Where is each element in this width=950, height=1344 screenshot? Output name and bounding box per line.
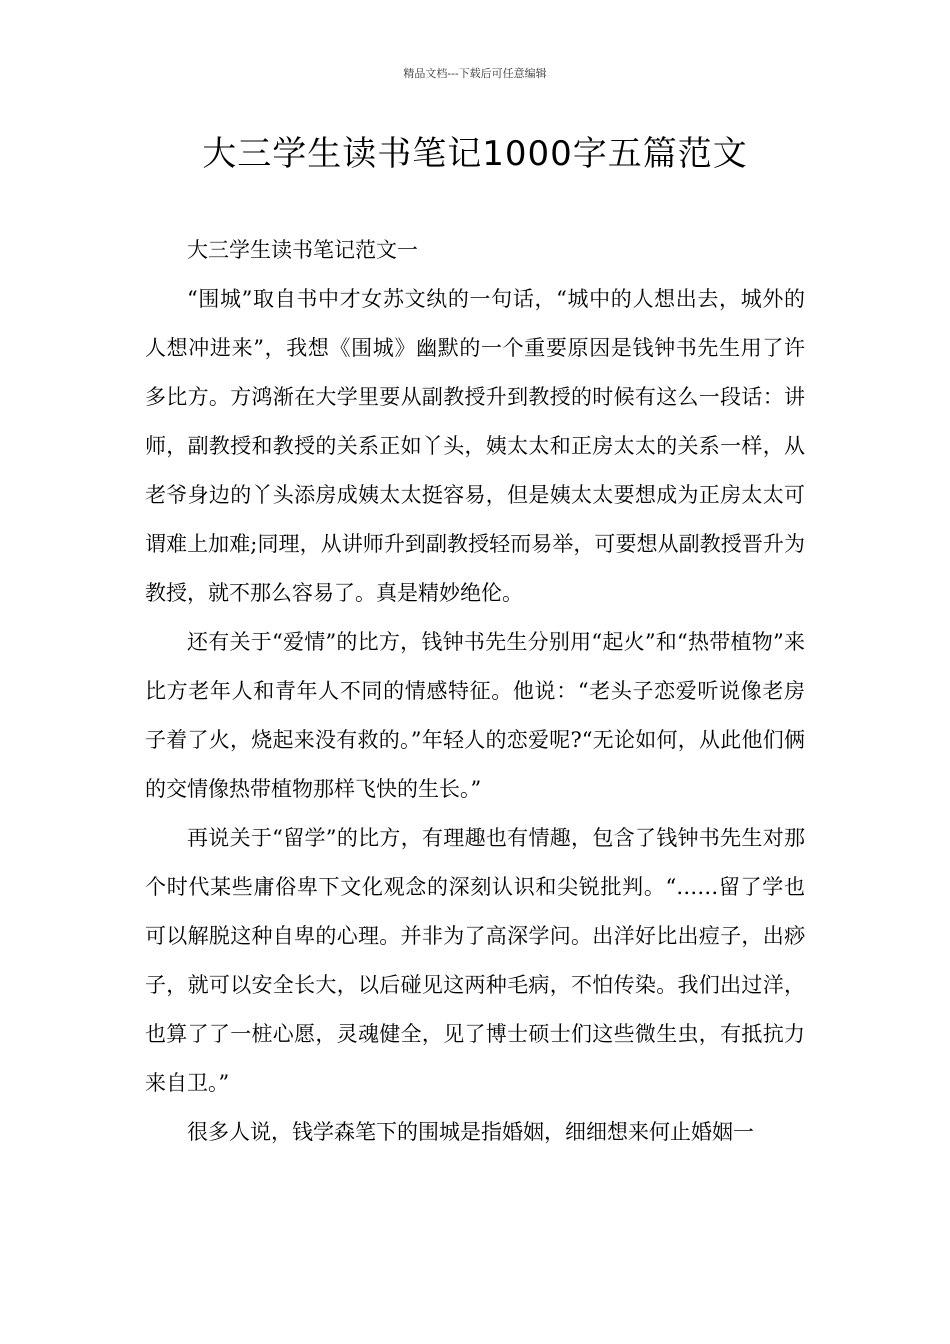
paragraph-2: 还有关于“爱情”的比方，钱钟书先生分别用“起火”和“热带植物”来比方老年人和青年人不同的情感特征。他说：“老头子恋爱听说像老房子着了火，烧起来没有救的。”年轻人的恋爱呢?“无论如何，从此他们俩的交情像热带植物那样飞快的生长。” xyxy=(145,630,805,801)
page-header-note: 精品文档---下载后可任意编辑 xyxy=(403,67,547,80)
paragraph-4: 很多人说，钱学森笔下的围城是指婚姻，细细想来何止婚姻一 xyxy=(187,1120,754,1144)
document-body xyxy=(145,226,805,1157)
section-heading: 大三学生读书笔记范文一 xyxy=(187,238,418,262)
document-title: 大三学生读书笔记1000字五篇范文 xyxy=(202,134,748,174)
paragraph-1: “围城”取自书中才女苏文纨的一句话，“城中的人想出去，城外的人想冲进来”，我想《围城》幽默的一个重要原因是钱钟书先生用了许多比方。方鸿渐在大学里要从副教授升到教授的时候有这么一段话：讲师，副教授和教授的关系正如丫头，姨太太和正房太太的关系一样，从老爷身边的丫头添房成姨太太挺容易，但是姨太太要想成为正房太太可谓难上加难;同理，从讲师升到副教授轻而易举，可要想从副教授晋升为教授，就不那么容易了。真是精妙绝伦。 xyxy=(145,287,805,605)
paragraph-3: 再说关于“留学”的比方，有理趣也有情趣，包含了钱钟书先生对那个时代某些庸俗卑下文化观念的深刻认识和尖锐批判。“……留了学也可以解脱这种自卑的心理。并非为了高深学问。出洋好比出痘子，出痧子，就可以安全长大，以后碰见这两种毛病，不怕传染。我们出过洋，也算了了一桩心愿，灵魂健全，见了博士硕士们这些微生虫，有抵抗力来自卫。” xyxy=(145,826,805,1095)
